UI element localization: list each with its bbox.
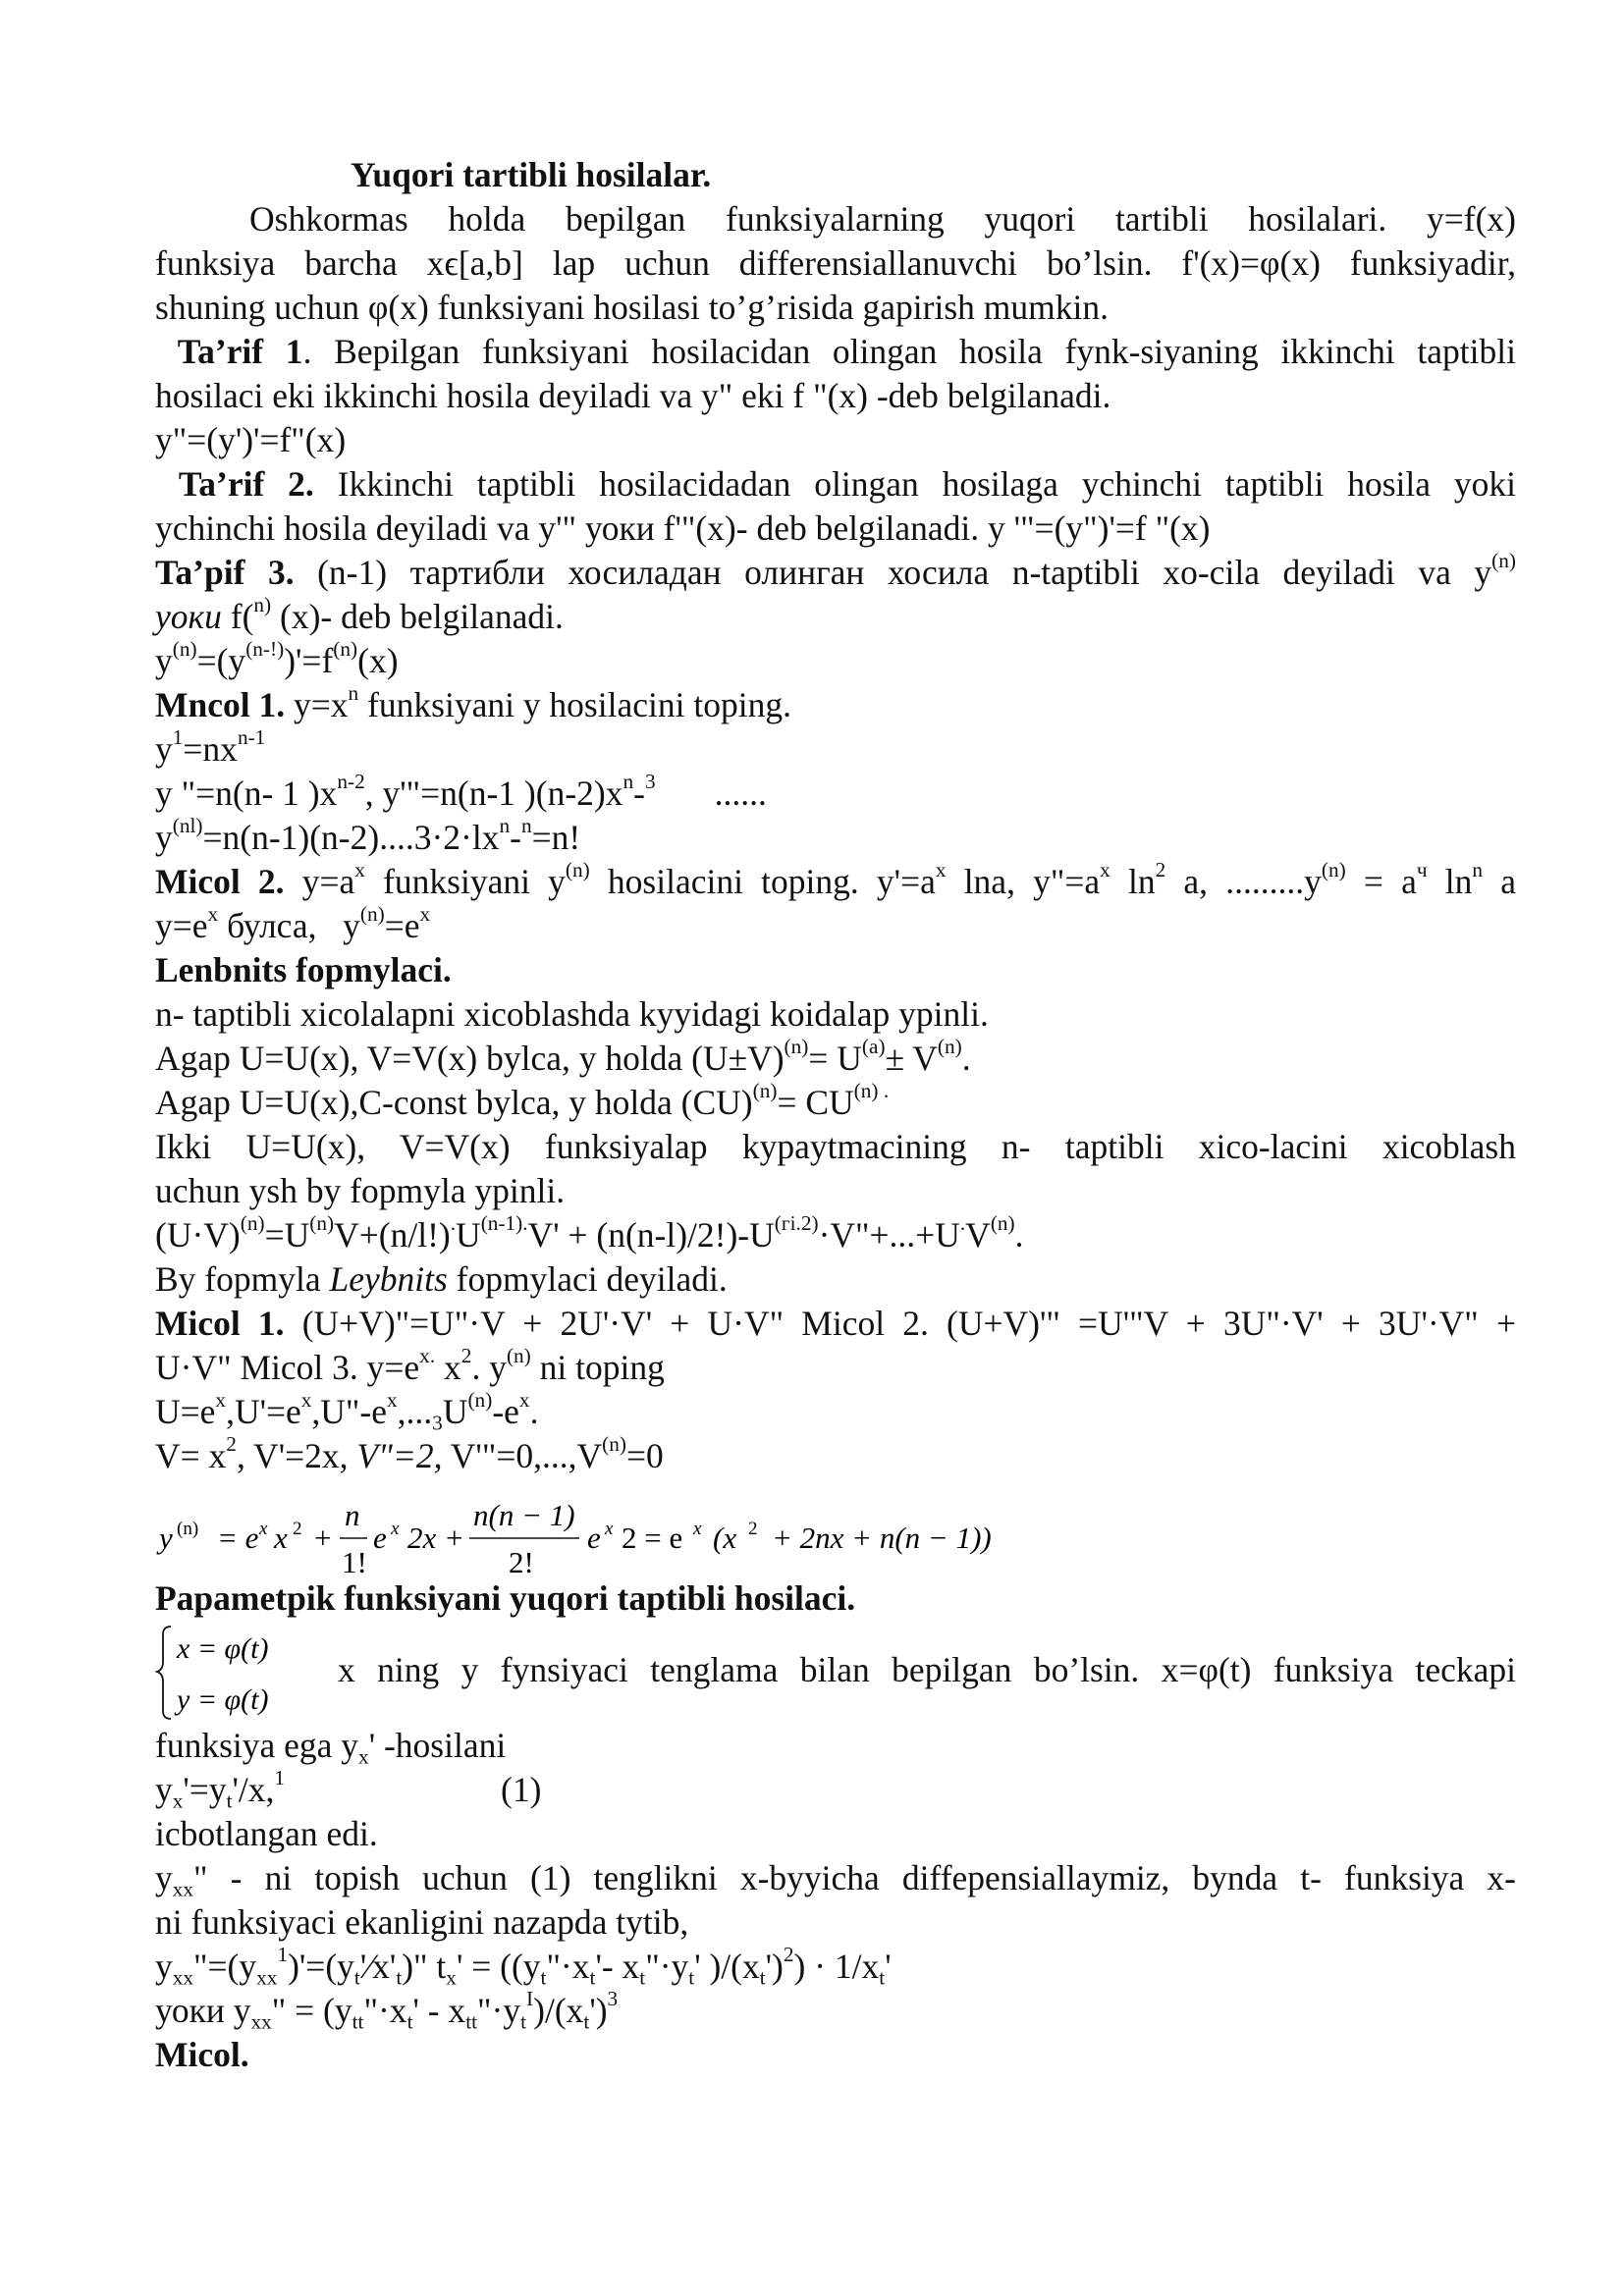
text: y "=n(n- 1 )x xyxy=(155,774,338,813)
subscript: t xyxy=(759,1965,766,1990)
example-1 xyxy=(155,680,1516,727)
text: Agap U=U(x), V=V(x) bylca, y holda (U±V) xyxy=(155,1039,785,1078)
formula-token: 2! xyxy=(509,1545,534,1576)
text: y=e xyxy=(155,906,208,945)
subscript: tt xyxy=(465,2009,478,2034)
text: funksiyani y xyxy=(364,862,566,901)
page-title: Yuqori tartibli hosilalar. xyxy=(351,155,712,194)
paragraph-line: Ikki U=U(x), V=V(x) funksiyalap kypaytmacining n- taptibli xico-lacini xicoblash xyxy=(155,1127,1516,1166)
text: U xyxy=(456,1215,481,1255)
formula-token: (n) xyxy=(177,1519,199,1539)
text: (x)- deb belgilanadi. xyxy=(271,597,564,636)
italic-word: Leybnits xyxy=(329,1259,448,1299)
formula-token: x xyxy=(391,1519,400,1539)
text: ) · 1/x xyxy=(793,1947,880,1986)
text: ,... xyxy=(397,1392,433,1431)
text: ') xyxy=(765,1947,784,1986)
subscript: t xyxy=(583,2009,590,2034)
text: " = (y xyxy=(271,1991,352,2030)
subscript: tt xyxy=(352,2009,364,2034)
system-equation-2: y = φ(t) xyxy=(177,1683,269,1716)
superscript: (n) xyxy=(506,1343,531,1367)
formula-token: (x xyxy=(713,1521,737,1555)
superscript: (n) xyxy=(990,1210,1015,1235)
text: )'=f xyxy=(284,641,334,680)
text: - xyxy=(633,774,645,813)
definition-3-text: (n-1) тартибли хосиладан олинган хосила n-taptibli xo-cila deyiladi va y xyxy=(294,553,1492,592)
superscript: n-2 xyxy=(337,769,365,793)
paragraph-line: ychinchi hosila deyiladi va y'" уоки f'"(x)- deb belgilanadi. y '"=(y")'=f "(x) xyxy=(155,508,1211,548)
text: ' = ((y xyxy=(456,1947,541,1986)
paragraph-line: ni funksiyaci ekanligini nazapda tytib, xyxy=(155,1902,689,1942)
text: =(y xyxy=(196,641,246,680)
example-2-label: Micol 2. xyxy=(155,862,285,901)
superscript: (n) xyxy=(240,1210,265,1235)
subscript: x xyxy=(172,1789,184,1813)
text: - xyxy=(510,818,521,857)
text: = a xyxy=(1345,862,1417,901)
formula-line xyxy=(155,1986,1516,2034)
superscript: 1 xyxy=(277,1942,289,1966)
example-2 xyxy=(155,857,1516,904)
definition-1-text: . Bepilgan funksiyani hosilacidan olingan hosila fynk-siyaning ikkinchi taptibli xyxy=(302,332,1517,371)
text: '- x xyxy=(595,1947,640,1986)
superscript: x xyxy=(300,1387,312,1412)
formula-token: e xyxy=(587,1521,601,1555)
paragraph-line xyxy=(155,1724,1516,1768)
text: funksiya ega y xyxy=(155,1726,359,1765)
text: , V'=2x, xyxy=(236,1436,357,1475)
definition-2-text: Ikkinchi taptibli hosilacidadan olingan hosilaga ychinchi taptibli hosila yoki xyxy=(313,464,1517,504)
text: U·V" Micol 3. y=e xyxy=(155,1348,420,1387)
superscript: 3 xyxy=(607,1986,619,2010)
subscript: t xyxy=(520,2009,527,2034)
definition-1-label: Ta’rif 1 xyxy=(177,332,303,371)
superscript: (n) . xyxy=(853,1078,890,1102)
superscript: 1 xyxy=(274,1765,286,1789)
superscript: . xyxy=(450,1210,457,1235)
text: y xyxy=(155,1947,173,1986)
paragraph-line xyxy=(155,1856,1516,1900)
formula-line xyxy=(155,1343,1516,1390)
subscript: t xyxy=(396,1965,403,1990)
superscript: 2 xyxy=(1155,857,1166,881)
superscript: (гі.2) xyxy=(774,1210,819,1235)
formula-token: e xyxy=(373,1521,387,1555)
superscript: . xyxy=(959,1210,966,1235)
examples-line xyxy=(155,1302,1516,1346)
formula-line xyxy=(155,724,1516,772)
superscript: (n) xyxy=(309,1210,335,1235)
text: " - ni topish uchun (1) tenglikni x-byyicha diffepensiallaymiz, bynda t- funksiya x- xyxy=(193,1858,1516,1897)
paragraph-line: Oshkormas holda bepilgan funksiyalarning yuqori tartibli hosilalari. y=f(x) xyxy=(249,199,1516,239)
superscript: (n) xyxy=(333,636,358,661)
superscript: (n) xyxy=(565,857,590,881)
text: уоки y xyxy=(155,1991,251,2030)
text: y xyxy=(155,1858,173,1897)
formula-token: 2 xyxy=(293,1519,302,1539)
italic-word: уоки xyxy=(155,597,222,636)
final-heading: Micol. xyxy=(155,2035,249,2074)
superscript: 3 xyxy=(644,769,656,793)
text: булса, xyxy=(218,906,317,945)
definition-2-label: Ta’rif 2. xyxy=(178,464,314,504)
paragraph-line: funksiya barcha xϵ[a,b] lap uchun differensiallanuvchi bo’lsin. f'(x)=φ(x) funksiyadir, xyxy=(155,243,1516,283)
formula-token: + 2nx + n(n − 1)) xyxy=(772,1521,992,1555)
text: "=(y xyxy=(193,1947,257,1986)
formula-token: x xyxy=(274,1521,288,1555)
text: =nx xyxy=(183,729,238,769)
superscript: x xyxy=(935,857,947,881)
superscript: x xyxy=(1100,857,1110,881)
superscript: n xyxy=(1472,857,1484,881)
formula-token: 2 xyxy=(748,1519,758,1539)
system-graphic xyxy=(155,1621,332,1724)
superscript: 1 xyxy=(172,724,184,749)
subscript: t xyxy=(540,1965,547,1990)
paragraph-line: icbotlangan edi. xyxy=(155,1814,378,1853)
text: y xyxy=(155,729,173,769)
document-body xyxy=(155,153,1516,2077)
nth-derivative-formula xyxy=(155,1478,1516,1576)
subscript: xx xyxy=(172,1877,194,1901)
text: (U+V)"=U"·V + 2U'·V' + U·V" Micol 2. (U+V)'" =U'"V + 3U"·V' + 3U'·V" + xyxy=(284,1304,1516,1343)
text: ni toping xyxy=(530,1348,665,1387)
text: "·y xyxy=(645,1947,689,1986)
text: V= x xyxy=(155,1436,227,1475)
text: . xyxy=(1014,1215,1024,1255)
text: = CU xyxy=(777,1083,854,1122)
text: fopmylaci deyiladi. xyxy=(447,1259,728,1299)
text: -e xyxy=(492,1392,519,1431)
parametric-heading: Papametpik funksiyani yuqori taptibli hosilaci. xyxy=(155,1578,856,1618)
paragraph-line: shuning uchun φ(x) funksiyani hosilasi to’g’risida gapirish mumkin. xyxy=(155,288,1109,327)
formula-token: 2x + xyxy=(407,1521,464,1555)
text: f( xyxy=(221,597,254,636)
example-1-label: Mncol 1. xyxy=(155,685,286,724)
text: "·y xyxy=(477,1991,521,2030)
superscript: (nl) xyxy=(172,813,203,837)
superscript: (n) xyxy=(1491,548,1517,572)
text: , y'"=n(n-1 )(n-2)x xyxy=(364,774,623,813)
paragraph-line xyxy=(155,592,1516,639)
text: U xyxy=(442,1392,468,1431)
text: By fopmyla xyxy=(155,1259,330,1299)
subscript: t xyxy=(406,2009,413,2034)
definition-1 xyxy=(155,330,1516,374)
subscript: t xyxy=(226,1789,233,1813)
text: V'"=0,...,V xyxy=(442,1436,603,1475)
system-description: x ning y fynsiyaci tenglama bilan bepilgan bo’lsin. x=φ(t) funksiya teckapi xyxy=(338,1650,1516,1689)
text: a xyxy=(1483,862,1516,901)
text: ·V"+...+U xyxy=(818,1215,960,1255)
paragraph-line xyxy=(155,1257,1516,1302)
superscript: 2 xyxy=(783,1942,794,1966)
text: '=y xyxy=(183,1770,227,1809)
section-heading xyxy=(155,948,1516,992)
text: y xyxy=(343,906,360,945)
superscript: 2 xyxy=(226,1431,237,1456)
text: "·x xyxy=(546,1947,590,1986)
subscript: t xyxy=(688,1965,695,1990)
superscript: I xyxy=(526,1986,534,2010)
formula-line xyxy=(155,813,1516,860)
text: =e xyxy=(384,906,420,945)
superscript: (n) xyxy=(602,1431,626,1456)
formula-token: n xyxy=(345,1498,360,1532)
text: ' -hosilani xyxy=(368,1726,507,1765)
paragraph-line: n- taptibli xicolalapni xicoblashda kyyidagi koidalap ypinli. xyxy=(155,994,989,1034)
superscript: x xyxy=(387,1387,398,1412)
formula-line xyxy=(155,1078,1516,1125)
formula-line xyxy=(155,1387,1516,1435)
text: Agap U=U(x),C-const bylca, y holda (CU) xyxy=(155,1083,753,1122)
text: )/(x xyxy=(533,1991,584,2030)
text: . xyxy=(961,1039,971,1078)
subscript: x xyxy=(358,1744,369,1769)
superscript: ч xyxy=(1416,857,1428,881)
text: "·x xyxy=(363,1991,407,2030)
formula-token: = e xyxy=(217,1521,259,1555)
superscript: n) xyxy=(253,592,272,616)
text: (x) xyxy=(357,641,399,680)
superscript: (n) xyxy=(1321,857,1346,881)
superscript: (n-1). xyxy=(480,1210,528,1235)
superscript: x. xyxy=(419,1343,436,1367)
system-equation-1: x = φ(t) xyxy=(177,1632,269,1665)
italic-word: V"=2, xyxy=(356,1436,443,1475)
equation-number: (1) xyxy=(501,1770,542,1809)
formula-line xyxy=(155,636,1516,683)
text: (U·V) xyxy=(155,1215,241,1255)
text: V+(n/l!) xyxy=(334,1215,451,1255)
superscript: n xyxy=(623,769,634,793)
section-heading xyxy=(155,2033,1516,2077)
equation-system xyxy=(155,1621,1516,1724)
superscript: n xyxy=(520,813,532,837)
text: y xyxy=(155,641,173,680)
text: hosilacini toping. y'=a xyxy=(589,862,936,901)
text: y xyxy=(155,818,173,857)
superscript: x xyxy=(215,1387,227,1412)
formula-line xyxy=(155,1034,1516,1081)
section-heading xyxy=(155,1576,1516,1621)
text: . y xyxy=(471,1348,507,1387)
text: =n! xyxy=(531,818,581,857)
superscript: (n) xyxy=(359,901,385,926)
superscript: (n) xyxy=(784,1034,809,1058)
text: ' )/(x xyxy=(694,1947,760,1986)
paragraph-line: uchun ysh by fopmyla ypinli. xyxy=(155,1171,566,1210)
formula-line xyxy=(155,769,1516,816)
formula-token: 1! xyxy=(342,1545,367,1576)
text: ,U"-e xyxy=(311,1392,388,1431)
paragraph-line: hosilaci eki ikkinchi hosila deyiladi va y" eki f "(x) -deb belgilanadi. xyxy=(155,376,1111,415)
text: ,U'=e xyxy=(226,1392,301,1431)
leibniz-formula xyxy=(155,1210,1516,1257)
text: funksiyani y hosilacini toping. xyxy=(358,685,791,724)
text: '⁄x' xyxy=(359,1947,397,1986)
formula-token: n(n − 1) xyxy=(473,1498,575,1532)
text: y=a xyxy=(284,862,355,901)
definition-2 xyxy=(155,462,1516,507)
definition-3-label: Ta’pif 3. xyxy=(155,553,295,592)
text: y xyxy=(155,1770,173,1809)
text: '/x, xyxy=(232,1770,275,1809)
text: U=e xyxy=(155,1392,216,1431)
text: lna, y"=a xyxy=(946,862,1101,901)
text: ') xyxy=(589,1991,608,2030)
formula-line: y"=(y')'=f"(x) xyxy=(155,420,347,459)
formula-graphic xyxy=(155,1478,1516,1576)
ellipsis: ...... xyxy=(714,774,767,813)
text: ± V xyxy=(885,1039,938,1078)
subscript: t xyxy=(879,1965,886,1990)
superscript: (n) xyxy=(172,636,197,661)
subscript: t xyxy=(639,1965,646,1990)
formula-line xyxy=(155,901,1516,948)
superscript: x xyxy=(419,901,431,926)
text: = U xyxy=(808,1039,862,1078)
subscript: x xyxy=(446,1965,457,1990)
leibniz-heading: Lenbnits fopmylaci. xyxy=(155,950,452,989)
formula-token: x xyxy=(693,1519,702,1539)
superscript: (n-!) xyxy=(245,636,285,661)
superscript: x xyxy=(207,901,219,926)
subscript: xx xyxy=(256,1965,278,1990)
formula-token: 2 = e xyxy=(622,1521,683,1555)
definition-3 xyxy=(155,548,1517,595)
text: x xyxy=(435,1348,461,1387)
formula-line xyxy=(155,1765,1516,1813)
superscript: n xyxy=(499,813,511,837)
subscript: xx xyxy=(250,2009,272,2034)
text: ' xyxy=(885,1947,892,1986)
text: . xyxy=(529,1392,539,1431)
superscript: n xyxy=(348,680,359,705)
superscript: (n) xyxy=(752,1078,778,1102)
subscript: t xyxy=(353,1965,360,1990)
text: a, .........y xyxy=(1165,862,1322,901)
formula-token: + xyxy=(314,1521,332,1555)
left-brace-icon xyxy=(157,1627,171,1719)
text: ' - x xyxy=(412,1991,466,2030)
text: ln xyxy=(1110,862,1156,901)
text: y=x xyxy=(285,685,349,724)
formula-token: y xyxy=(159,1521,173,1555)
superscript: 2 xyxy=(460,1343,472,1367)
superscript: n-1 xyxy=(237,724,266,749)
text: ln xyxy=(1427,862,1473,901)
subscript: t xyxy=(589,1965,596,1990)
text: )" t xyxy=(402,1947,447,1986)
subscript: xx xyxy=(172,1965,194,1990)
superscript: (a) xyxy=(861,1034,886,1058)
text: =U xyxy=(264,1215,310,1255)
text: )'=(y xyxy=(288,1947,354,1986)
superscript: (n) xyxy=(467,1387,493,1412)
formula-token: x xyxy=(259,1519,268,1539)
example-label: Micol 1. xyxy=(155,1304,285,1343)
superscript: x xyxy=(518,1387,530,1412)
formula-line xyxy=(155,1431,1516,1478)
superscript: (n) xyxy=(937,1034,962,1058)
formula-token: x xyxy=(605,1519,614,1539)
text: =0 xyxy=(625,1436,664,1475)
subscript: 3 xyxy=(432,1411,443,1435)
text: V xyxy=(965,1215,991,1255)
formula-line xyxy=(155,1942,1516,1990)
text: =n(n-1)(n-2)....3·2·lx xyxy=(202,818,500,857)
superscript: x xyxy=(354,857,365,881)
text: V' + (n(n-l)/2!)-U xyxy=(527,1215,775,1255)
